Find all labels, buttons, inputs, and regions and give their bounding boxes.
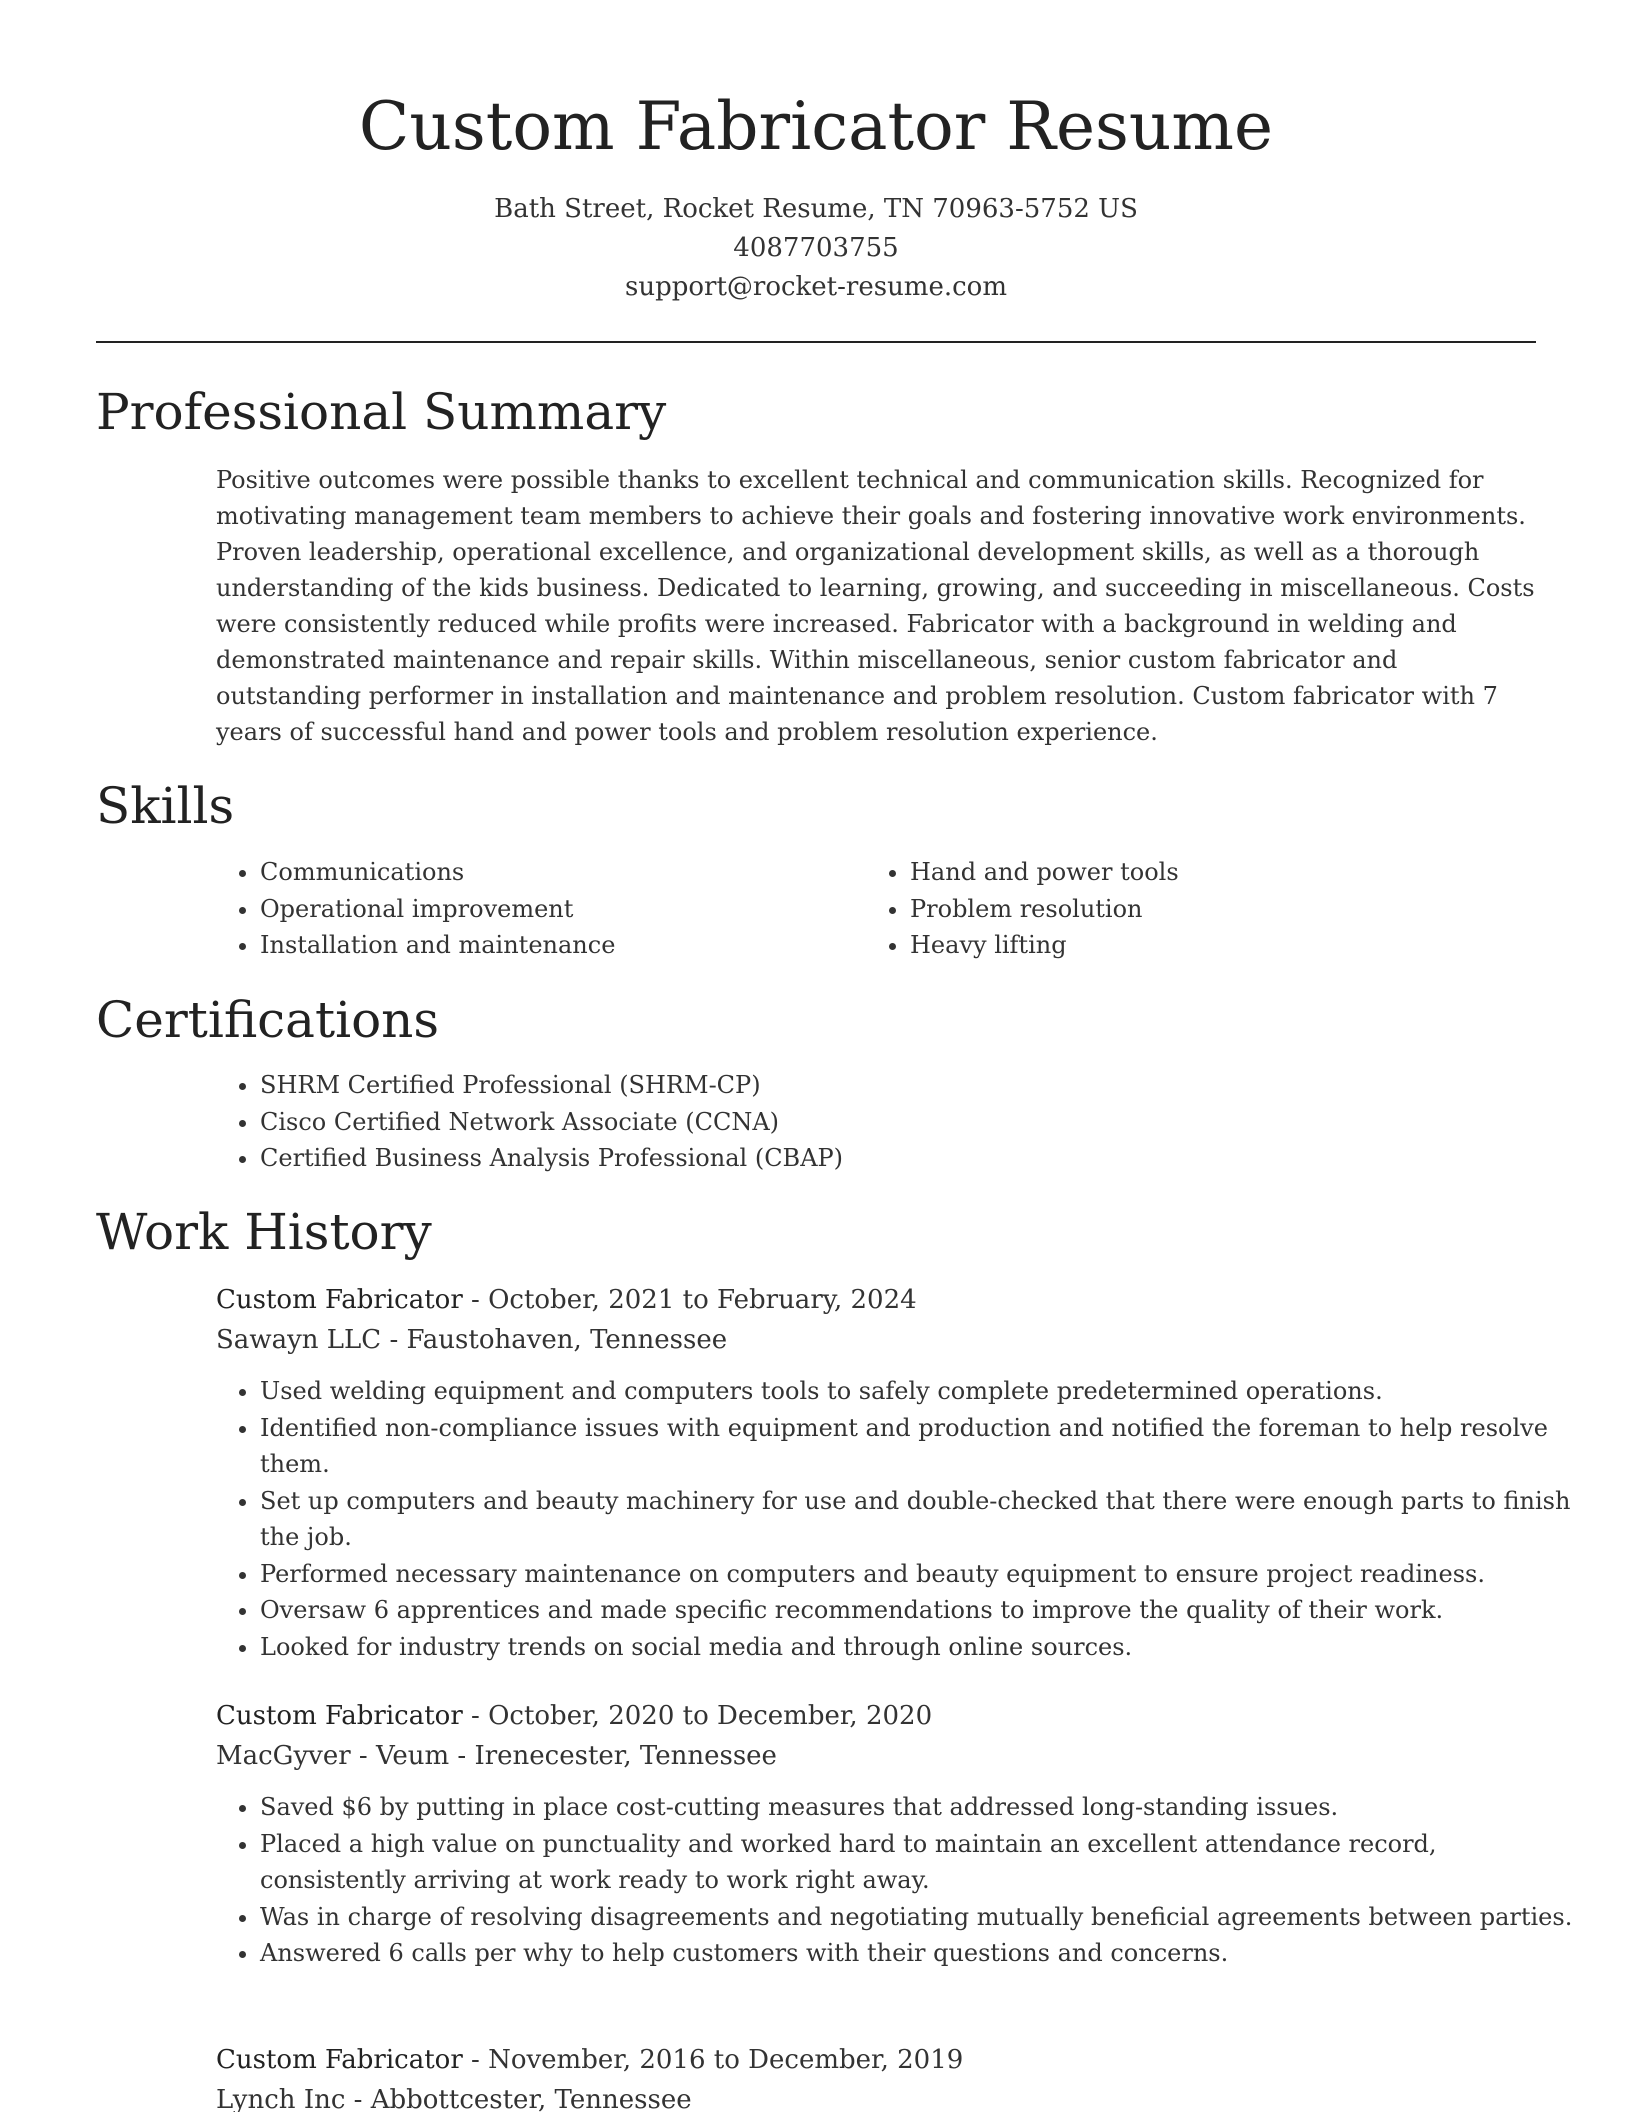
skill-item: • Heavy lifting bbox=[910, 927, 1510, 964]
contact-email: support@rocket-resume.com bbox=[624, 272, 1007, 302]
job-bullet: • Oversaw 6 apprentices and made specific recommendations to improve the quality of their work. bbox=[260, 1592, 1584, 1629]
certifications-list bbox=[216, 1067, 1540, 1177]
skills-heading: Skills bbox=[96, 777, 235, 835]
job-company: Lynch Inc bbox=[216, 2085, 346, 2112]
job-location: - Irenecester, Tennessee bbox=[449, 1741, 777, 1771]
job-company: Sawayn LLC bbox=[216, 1325, 382, 1355]
summary-text: Positive outcomes were possible thanks to excellent technical and communication skills. Recognized for motivating management team members to achieve their goals and fostering innovative work environments. Proven leadership, operational excellence, and organizational development skills, as well as a thorough understanding of the kids business. Dedicated to learning, growing, and succeeding in miscellaneous. Costs were consistently reduced while profits were increased. Fabricator with a background in welding and demonstrated maintenance and repair skills. Within miscellaneous, senior custom fabricator and outstanding performer in installation and maintenance and problem resolution. Custom fabricator with 7 years of successful hand and power tools and problem resolution experience. bbox=[216, 466, 1535, 746]
certifications-heading: Certifications bbox=[96, 991, 440, 1049]
skill-item: • Communications bbox=[260, 854, 860, 891]
job-bullet: • Looked for industry trends on social media and through online sources. bbox=[260, 1629, 1584, 1666]
job-bullet: • Was in charge of resolving disagreements and negotiating mutually beneficial agreements between parties. bbox=[260, 1899, 1584, 1936]
header-divider bbox=[96, 341, 1536, 343]
job-company-line bbox=[216, 2080, 692, 2112]
skill-item: • Installation and maintenance bbox=[260, 927, 860, 964]
job-bullets bbox=[216, 1789, 1584, 1972]
job-title-line bbox=[216, 2040, 963, 2080]
job-dates: - November, 2016 to December, 2019 bbox=[462, 2045, 964, 2075]
job-company: MacGyver - Veum bbox=[216, 1741, 450, 1771]
summary-heading: Professional Summary bbox=[96, 383, 667, 441]
job-company-line bbox=[216, 1736, 777, 1776]
certification-item: • SHRM Certified Professional (SHRM-CP) bbox=[260, 1067, 1540, 1104]
contact-phone: 4087703755 bbox=[733, 233, 899, 263]
job-bullet: • Saved $6 by putting in place cost-cutting measures that addressed long-standing issues. bbox=[260, 1789, 1584, 1826]
job-bullet: • Answered 6 calls per why to help customers with their questions and concerns. bbox=[260, 1935, 1584, 1972]
contact-address: Bath Street, Rocket Resume, TN 70963-5752 US bbox=[494, 194, 1138, 224]
job-bullet: • Set up computers and beauty machinery for use and double-checked that there were enough parts to finish the job. bbox=[260, 1483, 1584, 1556]
job-title-line bbox=[216, 1696, 932, 1736]
skill-item: • Operational improvement bbox=[260, 891, 860, 928]
job-location: - Abbottcester, Tennessee bbox=[345, 2085, 692, 2112]
skill-item: • Problem resolution bbox=[910, 891, 1510, 928]
skills-list-left bbox=[216, 854, 860, 964]
work-history-heading: Work History bbox=[96, 1203, 432, 1261]
certification-item: • Certified Business Analysis Professional (CBAP) bbox=[260, 1140, 1540, 1177]
job-title-line bbox=[216, 1280, 917, 1320]
job-role: Custom Fabricator bbox=[216, 2045, 463, 2075]
job-bullet: • Used welding equipment and computers tools to safely complete predetermined operations. bbox=[260, 1373, 1584, 1410]
job-role: Custom Fabricator bbox=[216, 1701, 463, 1731]
job-bullet: • Performed necessary maintenance on computers and beauty equipment to ensure project readiness. bbox=[260, 1556, 1584, 1593]
job-bullet: • Placed a high value on punctuality and worked hard to maintain an excellent attendance record, consistently arriving at work ready to work right away. bbox=[260, 1826, 1584, 1899]
skill-item: • Hand and power tools bbox=[910, 854, 1510, 891]
skills-list-right bbox=[866, 854, 1510, 964]
job-bullet: • Identified non-compliance issues with equipment and production and notified the foreman to help resolve them. bbox=[260, 1410, 1584, 1483]
contact-block bbox=[0, 190, 1632, 307]
resume-title: Custom Fabricator Resume bbox=[358, 88, 1274, 165]
job-location: - Faustohaven, Tennessee bbox=[381, 1325, 728, 1355]
job-role: Custom Fabricator bbox=[216, 1285, 463, 1315]
certification-item: • Cisco Certified Network Associate (CCNA) bbox=[260, 1104, 1540, 1141]
job-bullets bbox=[216, 1373, 1584, 1665]
job-dates: - October, 2021 to February, 2024 bbox=[462, 1285, 917, 1315]
job-company-line bbox=[216, 1320, 727, 1360]
job-dates: - October, 2020 to December, 2020 bbox=[462, 1701, 933, 1731]
